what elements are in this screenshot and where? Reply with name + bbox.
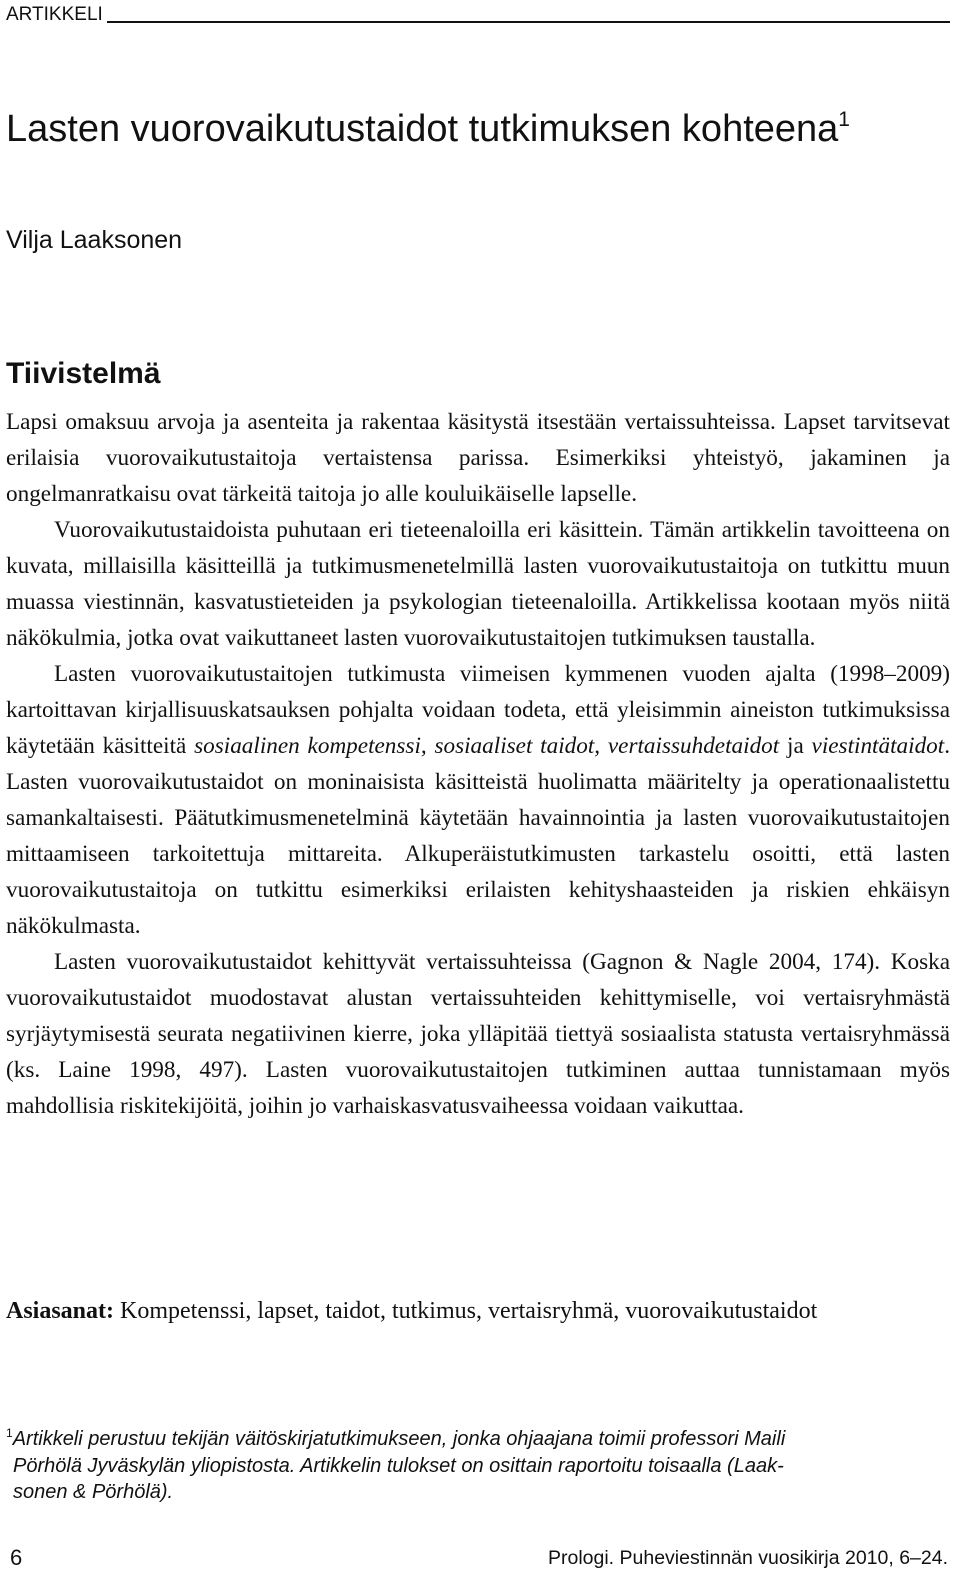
keywords-label: Asiasanat: (6, 1298, 115, 1324)
abstract-paragraph-3 (6, 656, 950, 944)
keywords-text: Kompetenssi, lapset, taidot, tutkimus, vertaisryhmä, vuorovaikutustaidot (114, 1298, 818, 1324)
footnote-line-1 (6, 1426, 950, 1453)
article-title-text: Lasten vuorovaikutustaidot tutkimuksen kohteena (6, 108, 839, 150)
p3-start: Lasten vuorovaikutustaitojen tutkimusta viimeisen kymmenen vuoden ajalta (1998–2009) kartoittavan kirjallisuuskatsauksen pohjalta voidaan todeta, että yleisimmin aineiston tutkimuksissa käytetään käsitteitä (6, 661, 950, 759)
article-author: Vilja Laaksonen (6, 226, 183, 254)
footnote-text-1: Artikkeli perustuu tekijän väitöskirjatutkimukseen, jonka ohjaajana toimii professori Maili (12, 1428, 786, 1450)
section-label: ARTIKKELI (6, 4, 107, 26)
abstract-body (6, 404, 950, 1124)
footnote-line-2: Pörhölä Jyväskylän yliopistosta. Artikkelin tulokset on osittain raportoitu toisaalla (Laak- (13, 1454, 784, 1477)
keywords (6, 1293, 950, 1329)
footnote (6, 1426, 950, 1506)
footnote-line-3: sonen & Pörhölä). (13, 1481, 174, 1503)
p3-term-last: viestintätaidot (811, 733, 945, 759)
p3-terms: sosiaalinen kompetenssi, sosiaaliset taidot, vertaissuhdetaidot (194, 733, 780, 759)
page-number: 6 (10, 1545, 23, 1570)
footnote-marker: 1 (6, 1426, 13, 1440)
p3-and: ja (779, 733, 812, 759)
abstract-paragraph-1: Lapsi omaksuu arvoja ja asenteita ja rakentaa käsitystä itsestään vertaissuhteissa. Lapset tarvitsevat erilaisia vuorovaikutustaitoja vertaistensa parissa. Esimerkiksi yhteistyö, jakaminen ja ongelmanratkaisu ovat tärkeitä taitoja jo alle kouluikäiselle lapselle. (6, 409, 950, 507)
abstract-paragraph-2: Vuorovaikutustaidoista puhutaan eri tieteenaloilla eri käsittein. Tämän artikkelin tavoitteena on kuvata, millaisilla käsitteillä ja tutkimusmenetelmillä lasten vuorovaikutustaitoja on tutkittu muun muassa viestinnän, kasvatustieteiden ja psykologian tieteenaloilla. Artikkelissa kootaan myös niitä näkökulmia, jotka ovat vaikuttaneet lasten vuorovaikutustaitojen tutkimuksen taustalla. (6, 517, 950, 651)
article-title (6, 106, 906, 153)
journal-reference: Prologi. Puheviestinnän vuosikirja 2010, 6–24. (547, 1547, 948, 1569)
section-header (6, 4, 950, 28)
p3-end: . Lasten vuorovaikutustaidot on moninaisista käsitteistä huolimatta määritelty ja operationaalistettu samankaltaisesti. Päätutkimusmenetelminä käytetään havainnointia ja lasten vuorovaikutustaitojen mittaamiseen tarkoitettuja mittareita. Alkuperäistutkimusten tarkastelu osoitti, että lasten vuorovaikutustaitoja on tutkittu esimerkiksi erilaisten kehityshaasteiden ja riskien ehkäisyn näkökulmasta. (6, 733, 950, 939)
abstract-heading: Tiivistelmä (6, 357, 161, 390)
abstract-paragraph-4: Lasten vuorovaikutustaidot kehittyvät vertaissuhteissa (Gagnon & Nagle 2004, 174). Koska vuorovaikutustaidot muodostavat alustan vertaissuhteiden kehittymiselle, voi vertaisryhmästä syrjäytymisestä seurata negatiivinen kierre, joka ylläpitää tiettyä sosiaalista statusta vertaisryhmässä (ks. Laine 1998, 497). Lasten vuorovaikutustaitojen tutkiminen auttaa tunnistamaan myös mahdollisia riskitekijöitä, joihin jo varhaiskasvatusvaiheessa voidaan vaikuttaa. (6, 949, 950, 1119)
header-rule (6, 21, 950, 23)
title-footnote-marker: 1 (838, 108, 850, 131)
